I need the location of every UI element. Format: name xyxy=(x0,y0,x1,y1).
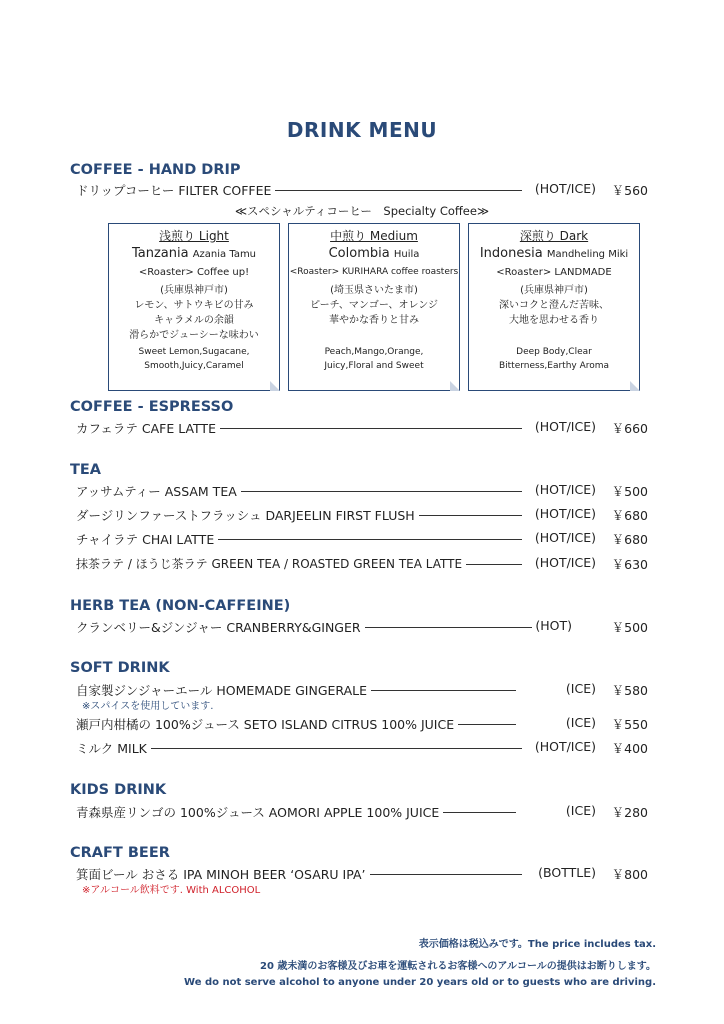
section-heading-coffee-hand-drip: COFFEE - HAND DRIP xyxy=(70,162,241,178)
page-title: DRINK MENU xyxy=(286,118,438,142)
section-heading-kids-drink: KIDS DRINK xyxy=(70,782,167,798)
footer-alcohol-jp: 20 歳未満のお客様及びお車を運転されるお客様へのアルコールの提供はお断りします。 xyxy=(260,961,656,972)
menu-item-homemade-gingerale: 自家製ジンジャーエール HOMEMADE GINGERALE (ICE) ￥580 xyxy=(76,681,648,698)
coffee-card-dark: 深煎り Dark Indonesia Mandheling Miki <Roaster> LANDMADE (兵庫県神戸市) 深いコクと澄んだ苦味、 大地を思わせる香り Deep Body,Clear Bitterness,Earthy Aroma xyxy=(468,223,640,391)
menu-item-cafe-latte: カフェラテ CAFE LATTE (HOT/ICE) ￥660 xyxy=(76,419,648,436)
menu-item-apple-juice: 青森県産リンゴの 100%ジュース AOMORI APPLE 100% JUICE (ICE) ￥280 xyxy=(76,803,648,820)
alcohol-note: ※アルコール飲料です. With ALCOHOL xyxy=(82,885,261,896)
section-heading-tea: TEA xyxy=(70,462,102,478)
menu-item-darjeeling: ダージリンファーストフラッシュ DARJEELIN FIRST FLUSH (HOT/ICE) ￥680 xyxy=(76,506,648,523)
section-heading-coffee-espresso: COFFEE - ESPRESSO xyxy=(70,399,234,415)
menu-item-minoh-beer: 箕面ビール おさる IPA MINOH BEER ‘OSARU IPA’ (BOTTLE) ￥800 xyxy=(76,865,648,882)
footer-tax-note: 表示価格は税込みです。The price includes tax. xyxy=(418,939,656,950)
coffee-card-light: 浅煎り Light Tanzania Azania Tamu <Roaster> Coffee up! (兵庫県神戸市) レモン、サトウキビの甘み キャラメルの余韻 滑らかでジューシーな味わい Sweet Lemon,Sugacane, Smooth,Juicy,Caramel xyxy=(108,223,280,391)
menu-item-green-tea-latte: 抹茶ラテ / ほうじ茶ラテ GREEN TEA / ROASTED GREEN TEA LATTE (HOT/ICE) ￥630 xyxy=(76,555,648,572)
coffee-card-medium: 中煎り Medium Colombia Huila <Roaster> KURIHARA coffee roasters (埼玉県さいたま市) ピーチ、マンゴー、オレンジ 華やかな香りと甘み Peach,Mango,Orange, Juicy,Floral and Sweet xyxy=(288,223,460,391)
menu-item-filter-coffee: ドリップコーヒー FILTER COFFEE (HOT/ICE) ￥560 xyxy=(76,181,648,198)
menu-item-milk: ミルク MILK (HOT/ICE) ￥400 xyxy=(76,739,648,756)
footer-alcohol-en: We do not serve alcohol to anyone under 20 years old or to guests who are driving. xyxy=(184,977,656,988)
section-heading-craft-beer: CRAFT BEER xyxy=(70,845,170,861)
spice-note: ※スパイスを使用しています. xyxy=(82,701,214,712)
section-heading-herb-tea: HERB TEA (NON-CAFFEINE) xyxy=(70,598,291,614)
menu-item-assam-tea: アッサムティー ASSAM TEA (HOT/ICE) ￥500 xyxy=(76,482,648,499)
section-heading-soft-drink: SOFT DRINK xyxy=(70,660,170,676)
menu-item-citrus-juice: 瀬戸内柑橘の 100%ジュース SETO ISLAND CITRUS 100% JUICE (ICE) ￥550 xyxy=(76,715,648,732)
menu-item-chai-latte: チャイラテ CHAI LATTE (HOT/ICE) ￥680 xyxy=(76,530,648,547)
menu-item-cranberry-ginger: クランベリー&ジンジャー CRANBERRY&GINGER (HOT) ￥500 xyxy=(76,618,648,635)
specialty-coffee-label: ≪スペシャルティコーヒー Specialty Coffee≫ xyxy=(234,204,489,218)
